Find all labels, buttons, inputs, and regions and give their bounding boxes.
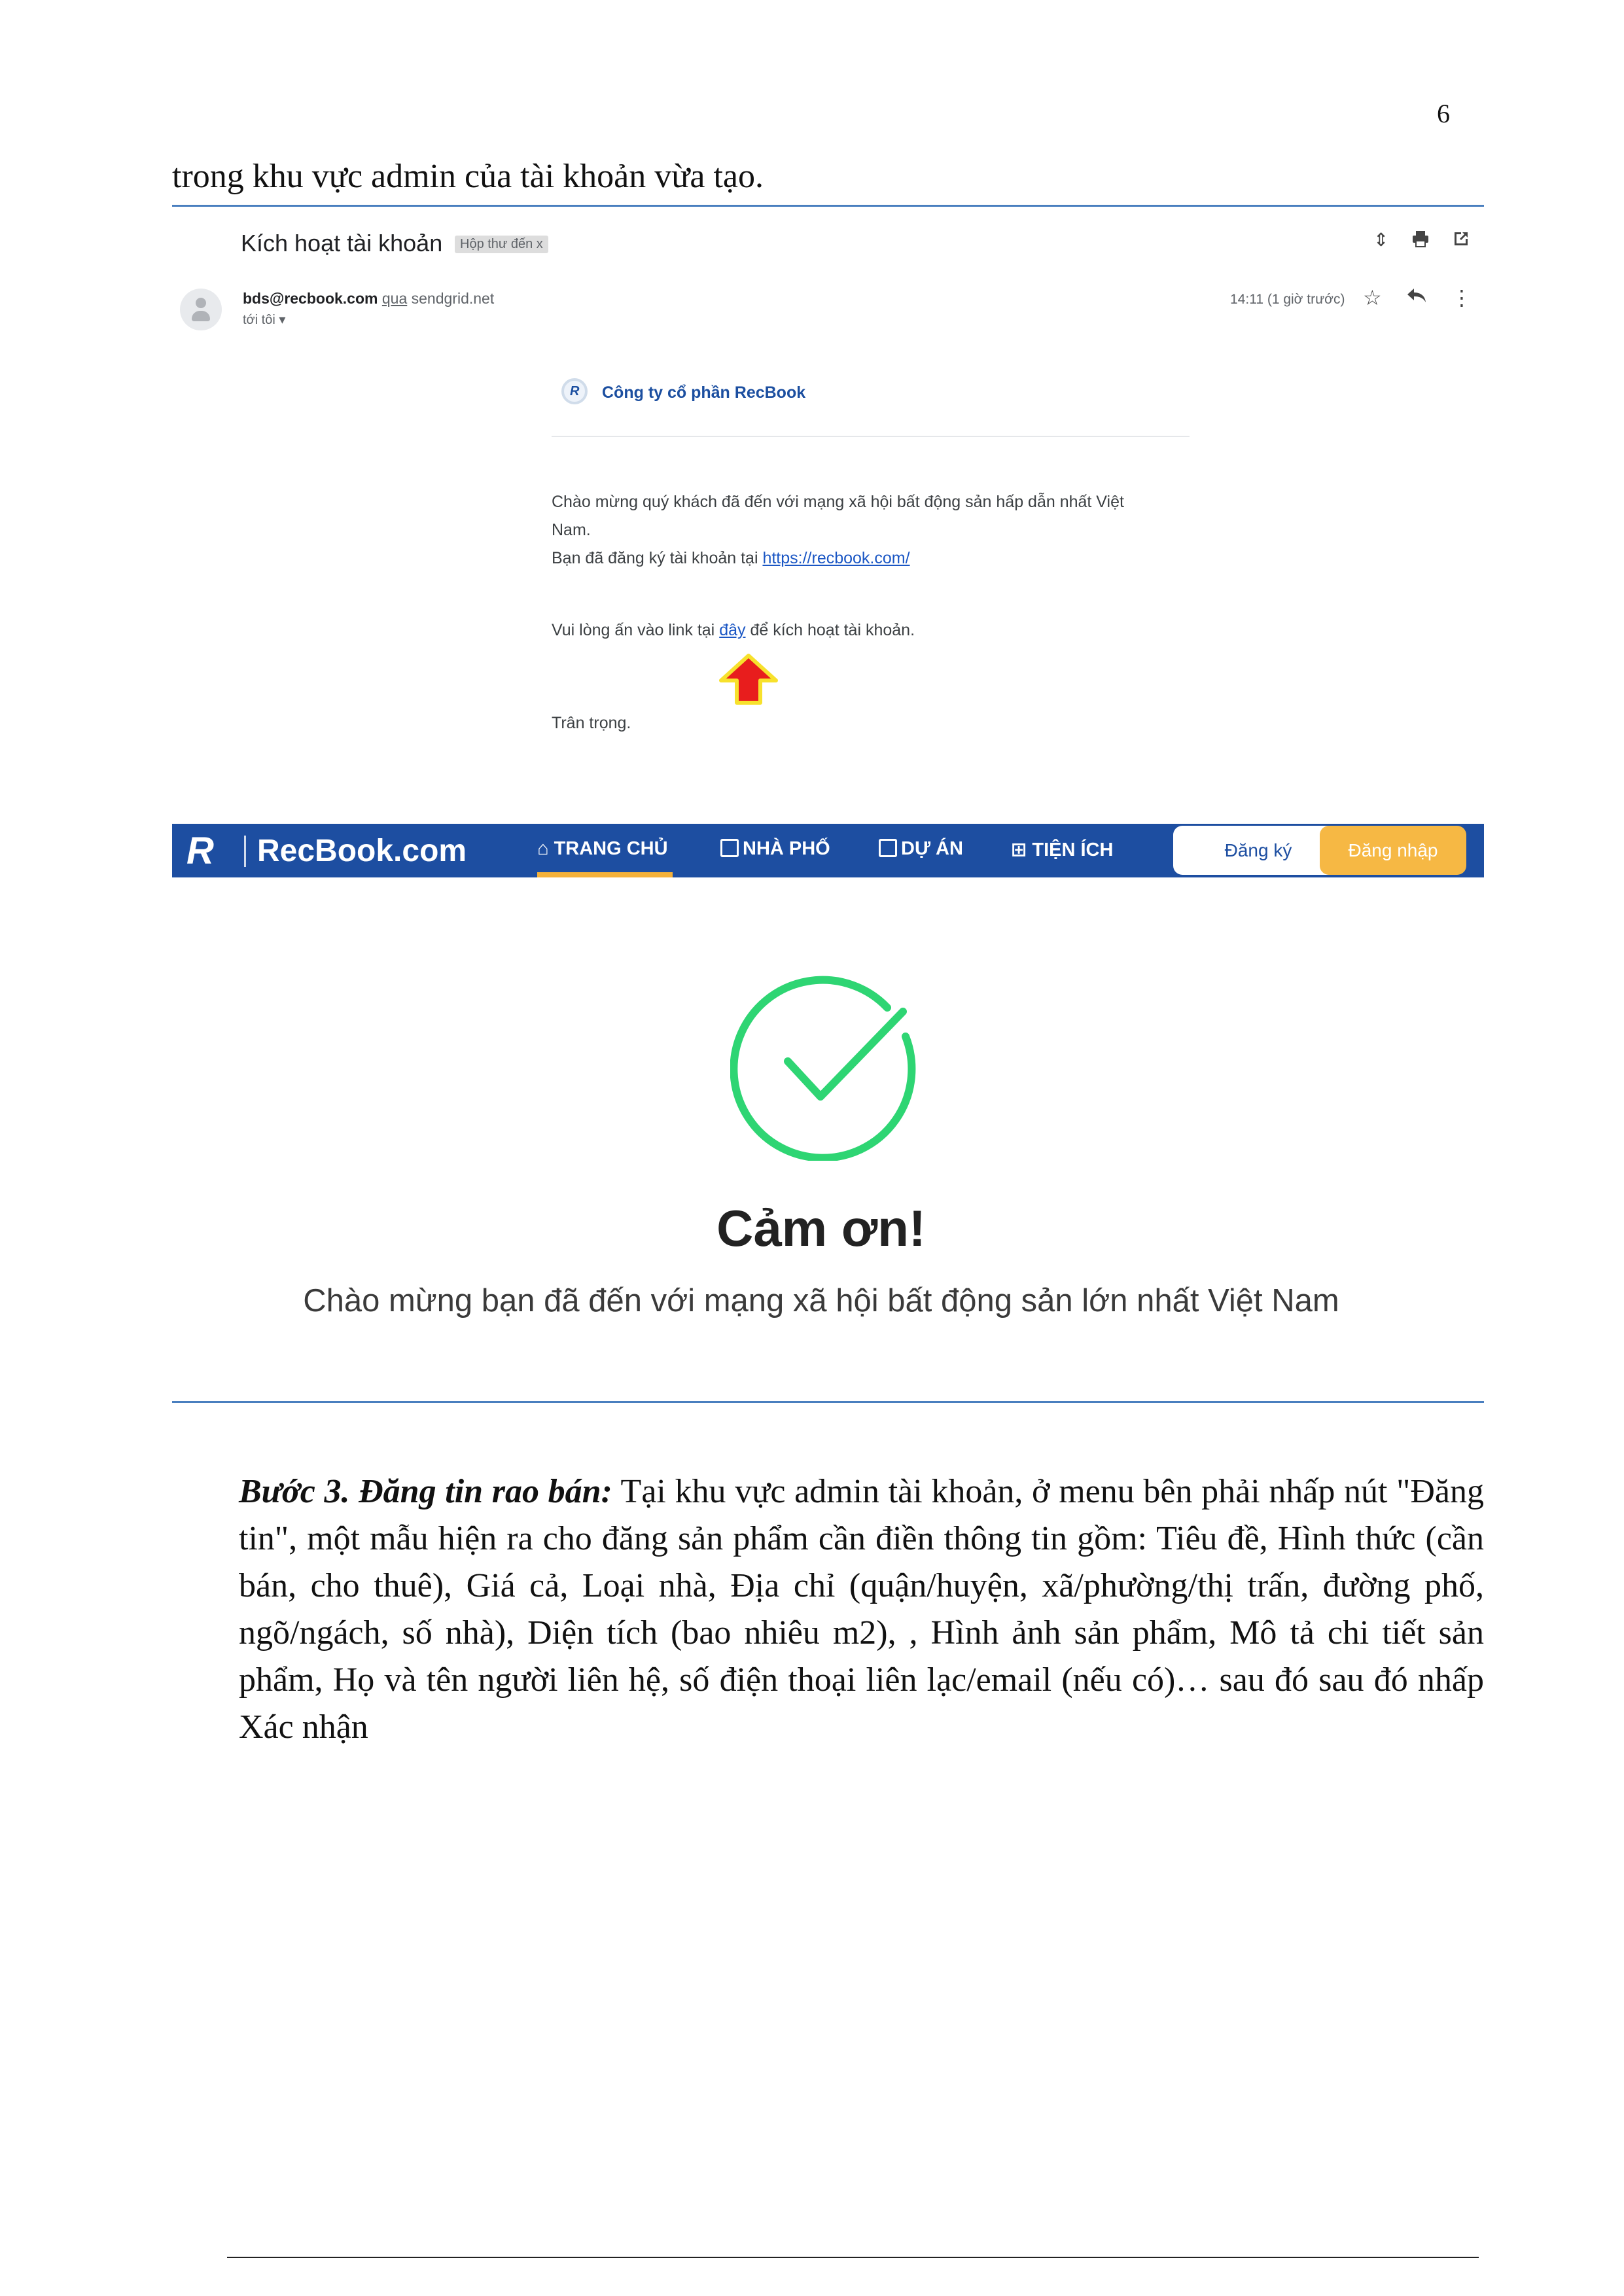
active-tab-indicator [537, 872, 673, 877]
section-divider [172, 1401, 1484, 1403]
sender-email[interactable]: bds@recbook.com [243, 290, 378, 307]
step-paragraph [239, 1468, 1484, 1751]
nav-item-townhouse[interactable] [720, 838, 830, 860]
thanks-subtitle: Chào mừng bạn đã đến với mạng xã hội bất động sản lớn nhất Việt Nam [303, 1283, 1339, 1318]
recipient-toggle[interactable]: tới tôi ▾ [243, 313, 286, 327]
red-arrow-icon [718, 653, 779, 709]
activate-suffix: để kích hoạt tài khoản. [745, 621, 915, 639]
board-icon [879, 839, 897, 857]
email-time: 14:11 (1 giờ trước) [1230, 292, 1345, 307]
registered-line [552, 544, 910, 573]
recbook-link[interactable]: https://recbook.com/ [762, 549, 910, 567]
brand-logo[interactable]: R [186, 830, 214, 872]
collapse-icon[interactable]: ⇕ [1373, 230, 1389, 250]
welcome-line-1: Chào mừng quý khách đã đến với mạng xã hội bất động sản hấp dẫn nhất Việt [552, 493, 1124, 511]
nav-label: TRANG CHỦ [554, 838, 668, 859]
person-icon [180, 289, 222, 330]
star-icon[interactable]: ☆ [1363, 286, 1382, 309]
page-number: 6 [1437, 99, 1450, 128]
welcome-line-2: Nam. [552, 521, 591, 539]
brand-separator [244, 836, 246, 867]
regards-text: Trân trọng. [552, 714, 631, 732]
nav-item-project[interactable] [879, 838, 963, 860]
email-subject: Kích hoạt tài khoản [241, 230, 443, 256]
nav-label: TIỆN ÍCH [1032, 839, 1114, 860]
company-logo: R [561, 378, 588, 404]
nav-item-home[interactable] [537, 838, 668, 860]
grid-icon: ⊞ [1011, 839, 1033, 860]
activate-prefix: Vui lòng ấn vào link tại [552, 621, 720, 639]
intro-text: trong khu vực admin của tài khoản vừa tạo. [172, 158, 764, 195]
sender-line [243, 290, 494, 308]
nav-label: NHÀ PHỐ [743, 838, 830, 859]
home-icon: ⌂ [537, 838, 554, 859]
via-text: qua [381, 290, 408, 307]
nav-item-utility[interactable] [1011, 838, 1113, 861]
inbox-label-chip[interactable]: Hộp thư đến x [455, 236, 548, 253]
popout-icon[interactable] [1451, 229, 1471, 253]
reply-icon[interactable] [1406, 285, 1427, 310]
activation-link[interactable]: đây [719, 621, 746, 639]
step-body: Tại khu vực admin tài khoản, ở menu bên phải nhấp nút "Đăng tin", một mẫu hiện ra cho đăng sản phẩm cần điền thông tin gồm: Tiêu đề, Hình thức (cần bán, cho thuê), Giá cả, Loại nhà, Địa chỉ (quận/huyện, xã/phường/thị trấn, đường phố, ngõ/ngách, số nhà), Diện tích (bao nhiêu m2), , Hình ảnh sản phẩm, Mô tả chi tiết sản phẩm, Họ và tên người liên hệ, số điện thoại liên lạc/email (nếu có)… sau đó sau đó nhấp Xác nhận [239, 1473, 1484, 1746]
nav-label: DỰ ÁN [901, 838, 963, 859]
activate-line [552, 616, 915, 645]
registered-prefix: Bạn đã đăng ký tài khoản tại [552, 549, 763, 567]
print-icon[interactable] [1411, 229, 1430, 253]
recbook-navbar [172, 824, 1484, 877]
email-screenshot [172, 205, 1484, 779]
step-heading: Bước 3. Đăng tin rao bán: [239, 1473, 612, 1510]
signup-button[interactable]: Đăng ký [1173, 826, 1343, 875]
check-circle-icon [730, 964, 927, 1164]
login-button[interactable]: Đăng nhập [1320, 826, 1466, 875]
brand-name[interactable]: RecBook.com [257, 834, 467, 868]
company-name: Công ty cổ phần RecBook [602, 383, 806, 402]
via-domain: sendgrid.net [411, 290, 495, 307]
building-icon [720, 839, 739, 857]
email-divider [552, 436, 1190, 437]
thanks-title: Cảm ơn! [716, 1199, 926, 1257]
footer-rule [227, 2257, 1479, 2258]
more-icon[interactable]: ⋮ [1451, 286, 1472, 309]
